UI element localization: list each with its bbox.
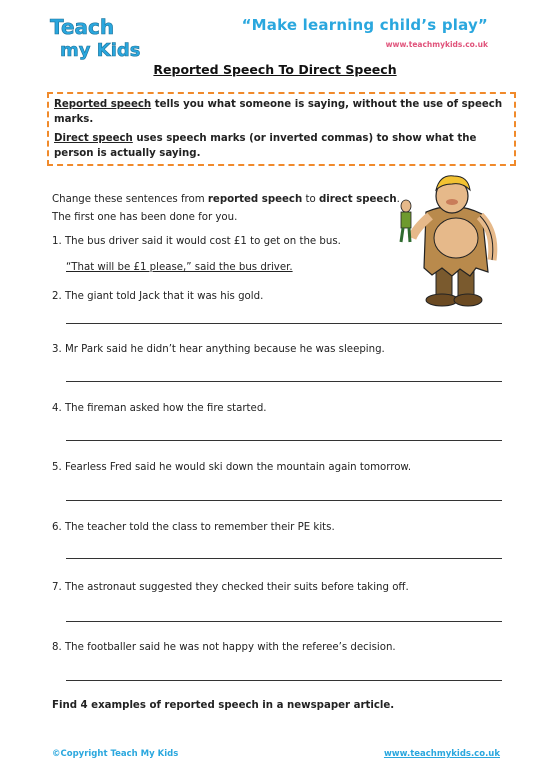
logo-text-teach: Teach xyxy=(50,15,115,39)
reported-speech-definition xyxy=(54,97,509,127)
tagline: “Make learning child’s play” xyxy=(241,16,488,34)
answer-line-2[interactable] xyxy=(66,323,502,324)
logo-text-mykids: my Kids xyxy=(60,40,141,61)
reported-speech-term: Reported speech xyxy=(54,99,152,110)
intro-text: Change these sentences from xyxy=(52,194,208,205)
header-url[interactable]: www.teachmykids.co.uk xyxy=(385,40,488,49)
reported-speech-text: tells you what someone is saying, without the use of speech marks. xyxy=(54,99,503,125)
intro-text: . xyxy=(396,194,400,205)
answer-line-4[interactable] xyxy=(66,440,502,441)
footer-copyright: ©Copyright Teach My Kids xyxy=(52,749,179,759)
question-2: 2. The giant told Jack that it was his gold. xyxy=(52,291,264,302)
answer-line-3[interactable] xyxy=(66,381,502,382)
direct-speech-definition xyxy=(54,131,509,161)
answer-line-5[interactable] xyxy=(66,500,502,501)
direct-speech-term: Direct speech xyxy=(54,133,133,144)
answer-line-8[interactable] xyxy=(66,680,502,681)
intro-line2: The first one has been done for you. xyxy=(52,212,238,223)
instructions xyxy=(52,191,412,227)
direct-speech-text: uses speech marks (or inverted commas) to show what the person is actually saying. xyxy=(54,133,477,159)
answer-line-6[interactable] xyxy=(66,558,502,559)
question-4: 4. The fireman asked how the fire started. xyxy=(52,403,267,414)
example-answer: “That will be £1 please,” said the bus driver. xyxy=(66,262,293,273)
intro-text: to xyxy=(302,194,319,205)
answer-line-7[interactable] xyxy=(66,621,502,622)
teach-my-kids-logo xyxy=(48,14,141,64)
question-6: 6. The teacher told the class to remember their PE kits. xyxy=(52,522,335,533)
page-title: Reported Speech To Direct Speech xyxy=(153,62,397,77)
definitions-box xyxy=(47,92,516,166)
question-3: 3. Mr Park said he didn’t hear anything because he was sleeping. xyxy=(52,344,385,355)
question-7: 7. The astronaut suggested they checked their suits before taking off. xyxy=(52,582,409,593)
question-5: 5. Fearless Fred said he would ski down the mountain again tomorrow. xyxy=(52,462,412,473)
question-8: 8. The footballer said he was not happy with the referee’s decision. xyxy=(52,642,396,653)
intro-bold-reported: reported speech xyxy=(207,194,303,205)
intro-bold-direct: direct speech xyxy=(318,194,397,205)
question-1: 1. The bus driver said it would cost £1 to get on the bus. xyxy=(52,236,341,247)
footer-url[interactable]: www.teachmykids.co.uk xyxy=(383,749,500,759)
final-task: Find 4 examples of reported speech in a newspaper article. xyxy=(52,700,395,711)
